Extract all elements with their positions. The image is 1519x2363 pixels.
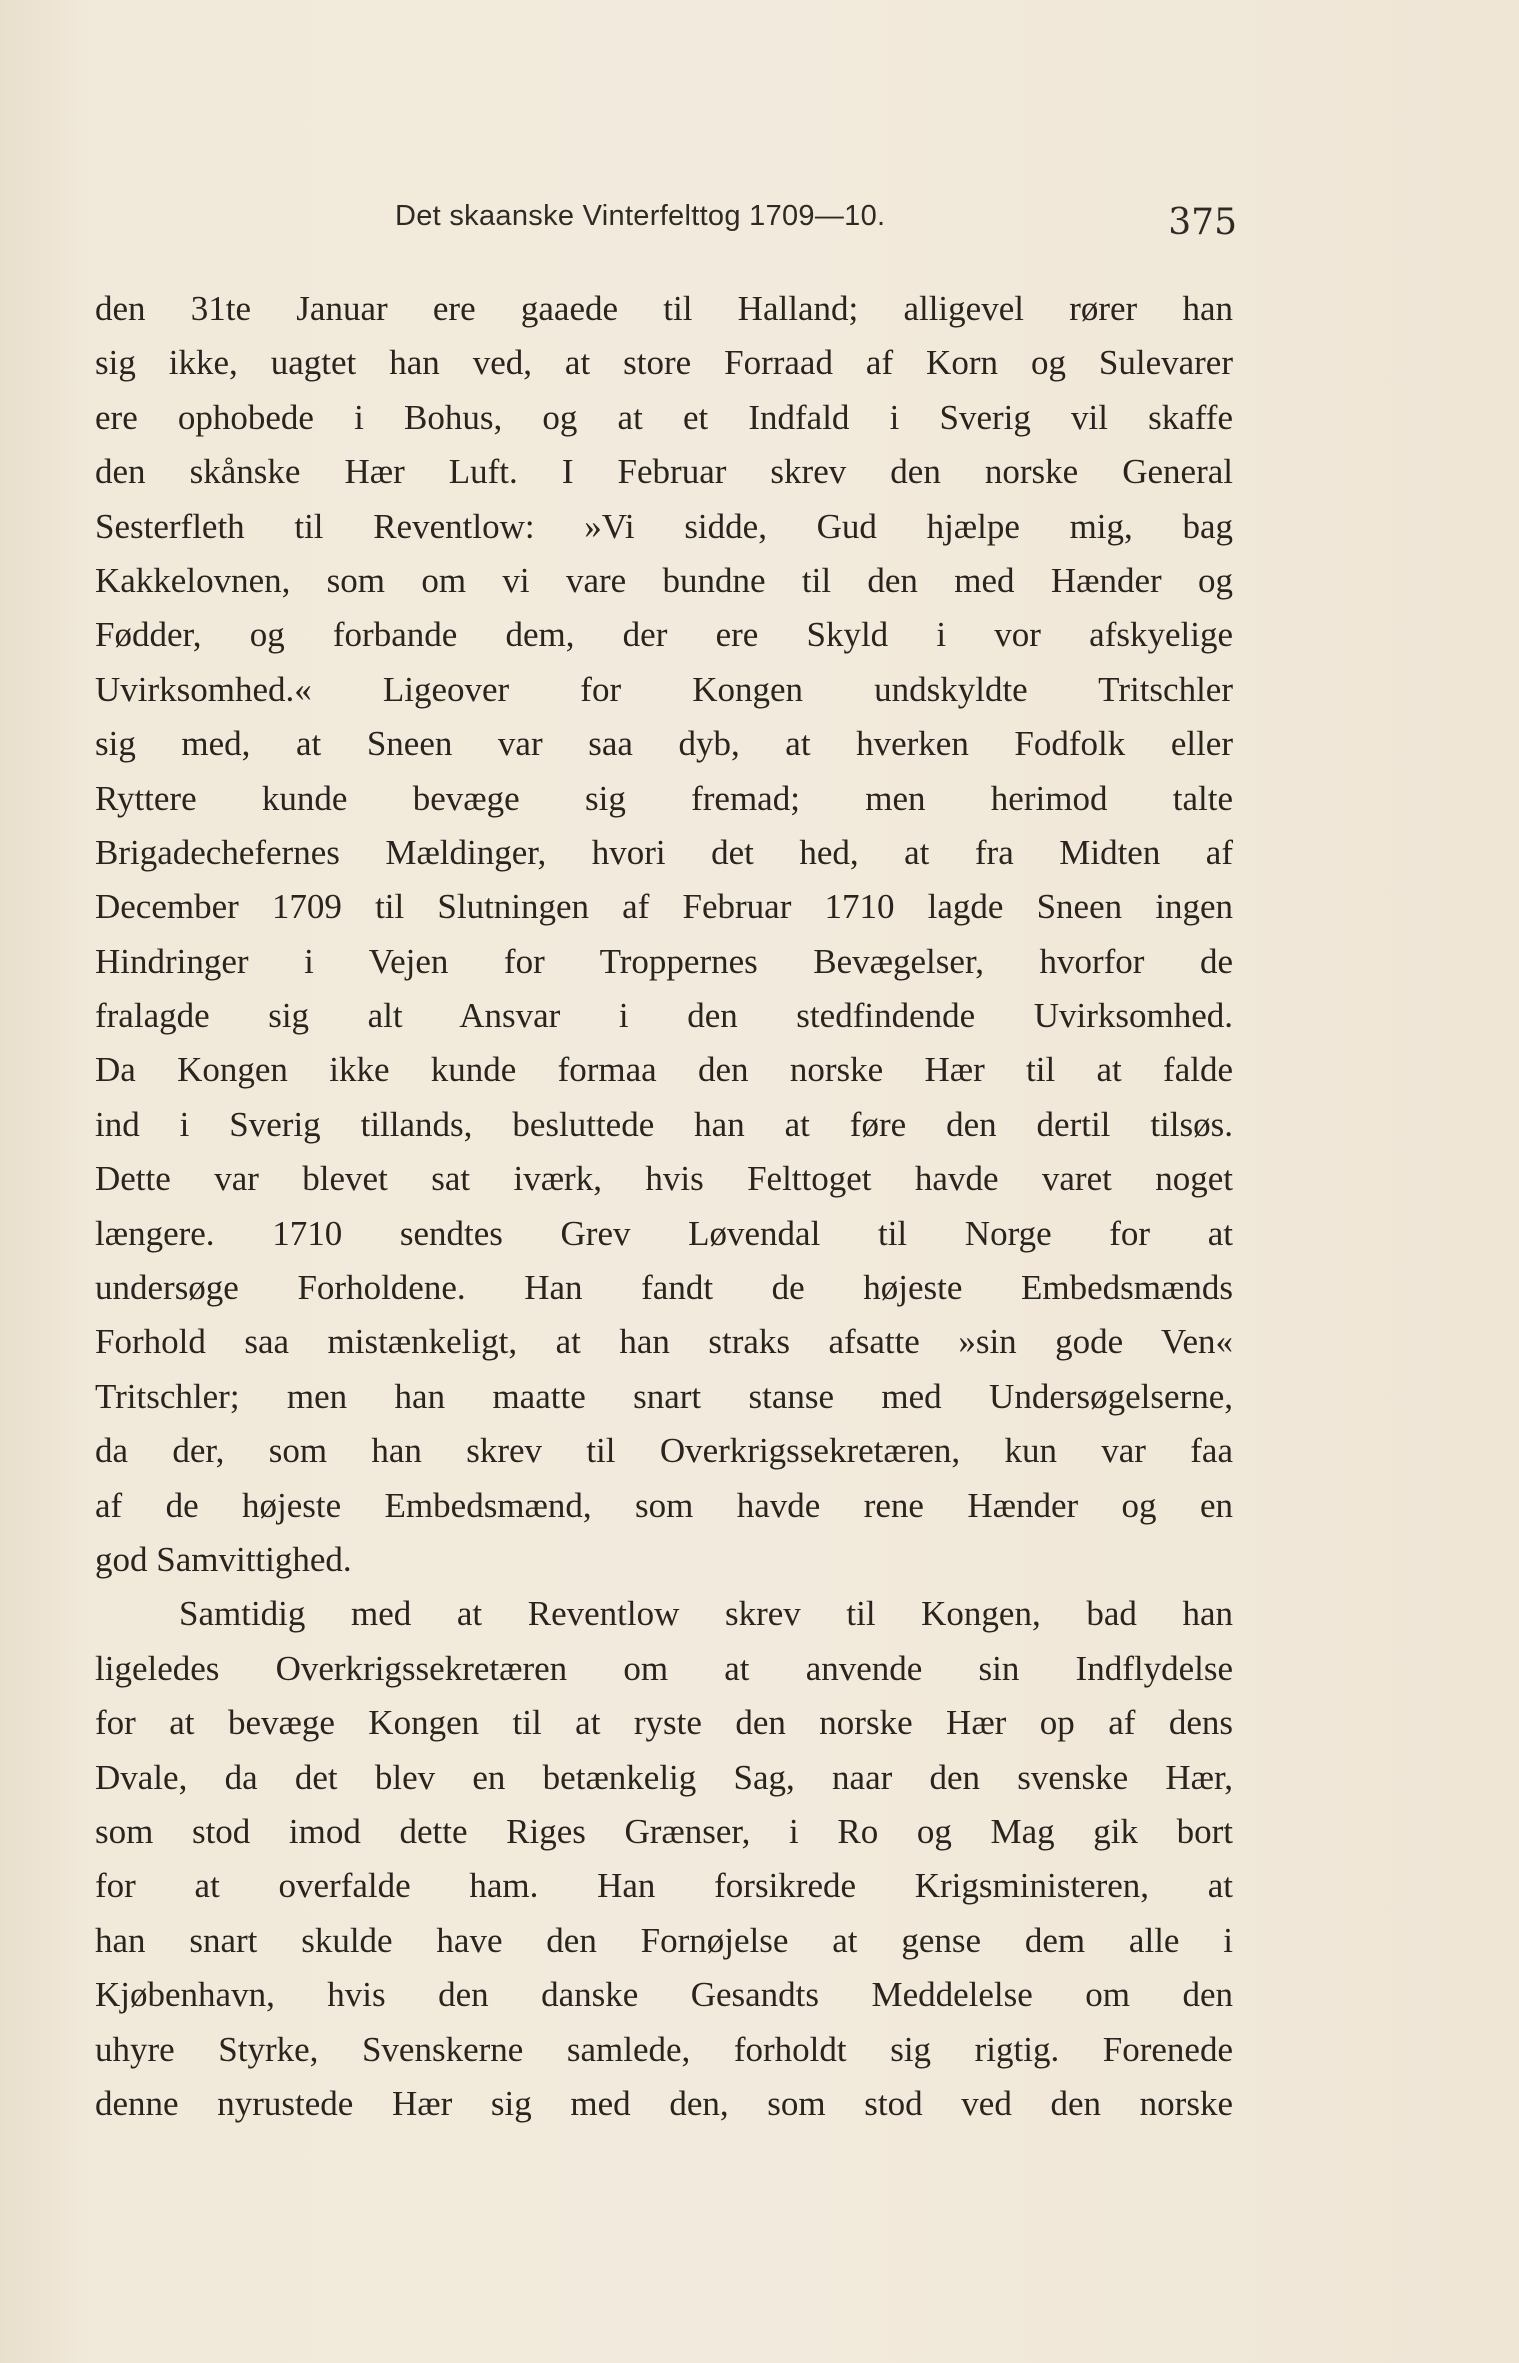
text-line: ind i Sverig tillands, besluttede han at føre den dertil tilsøs. [95, 1104, 1233, 1144]
text-line: ere ophobede i Bohus, og at et Indfald i Sverig vil skaffe [95, 397, 1233, 437]
text-line: Kakkelovnen, som om vi vare bundne til den med Hænder og [95, 560, 1233, 600]
text-line: for at overfalde ham. Han forsikrede Krigsministeren, at [95, 1866, 1233, 1906]
text-line: som stod imod dette Riges Grænser, i Ro og Mag gik bort [95, 1811, 1233, 1851]
text-line: Dette var blevet sat iværk, hvis Felttoget havde varet noget [95, 1159, 1233, 1199]
text-line: Ryttere kunde bevæge sig fremad; men herimod talte [95, 778, 1233, 818]
text-line: Dvale, da det blev en betænkelig Sag, naar den svenske Hær, [95, 1757, 1233, 1797]
paragraph-end-line: god Samvittighed. [95, 1539, 352, 1579]
text-line: Da Kongen ikke kunde formaa den norske Hær til at falde [95, 1050, 1233, 1090]
text-line: undersøge Forholdene. Han fandt de højeste Embedsmænds [95, 1268, 1233, 1308]
text-line: Brigadechefernes Mældinger, hvori det hed, at fra Midten af [95, 832, 1233, 872]
text-line: sig ikke, uagtet han ved, at store Forraad af Korn og Sulevarer [95, 343, 1233, 383]
paragraph-start-line: Samtidig med at Reventlow skrev til Kongen, bad han [179, 1594, 1233, 1634]
text-line: længere. 1710 sendtes Grev Løvendal til Norge for at [95, 1213, 1233, 1253]
running-head: Det skaanske Vinterfelttog 1709—10. [395, 200, 886, 232]
text-line: Kjøbenhavn, hvis den danske Gesandts Meddelelse om den [95, 1975, 1233, 2015]
text-line: da der, som han skrev til Overkrigssekretæren, kun var faa [95, 1431, 1233, 1471]
text-line: sig med, at Sneen var saa dyb, at hverken Fodfolk eller [95, 724, 1233, 764]
text-line: ligeledes Overkrigssekretæren om at anvende sin Indflydelse [95, 1648, 1233, 1688]
text-line: for at bevæge Kongen til at ryste den norske Hær op af dens [95, 1703, 1233, 1743]
page-header [395, 200, 1250, 243]
text-line: denne nyrustede Hær sig med den, som stod ved den norske [95, 2083, 1233, 2123]
text-line: den skånske Hær Luft. I Februar skrev den norske General [95, 452, 1233, 492]
body-text [95, 282, 1233, 2131]
text-line: Forhold saa mistænkeligt, at han straks afsatte »sin gode Ven« [95, 1322, 1233, 1362]
text-line: Fødder, og forbande dem, der ere Skyld i vor afskyelige [95, 615, 1233, 655]
page-number: 375 [1168, 202, 1237, 243]
text-line: Tritschler; men han maatte snart stanse med Undersøgelserne, [95, 1376, 1233, 1416]
text-line: han snart skulde have den Fornøjelse at gense dem alle i [95, 1920, 1233, 1960]
text-line: uhyre Styrke, Svenskerne samlede, forholdt sig rigtig. Forenede [95, 2029, 1233, 2069]
text-line: den 31te Januar ere gaaede til Halland; alligevel rører han [95, 289, 1233, 328]
text-line: fralagde sig alt Ansvar i den stedfindende Uvirksomhed. [95, 996, 1233, 1036]
text-line: Uvirksomhed.« Ligeover for Kongen undskyldte Tritschler [95, 669, 1233, 709]
text-line: Sesterfleth til Reventlow: »Vi sidde, Gud hjælpe mig, bag [95, 506, 1233, 546]
text-line: Hindringer i Vejen for Troppernes Bevægelser, hvorfor de [95, 941, 1233, 981]
text-line: af de højeste Embedsmænd, som havde rene Hænder og en [95, 1485, 1233, 1525]
text-line: December 1709 til Slutningen af Februar 1710 lagde Sneen ingen [95, 887, 1233, 927]
